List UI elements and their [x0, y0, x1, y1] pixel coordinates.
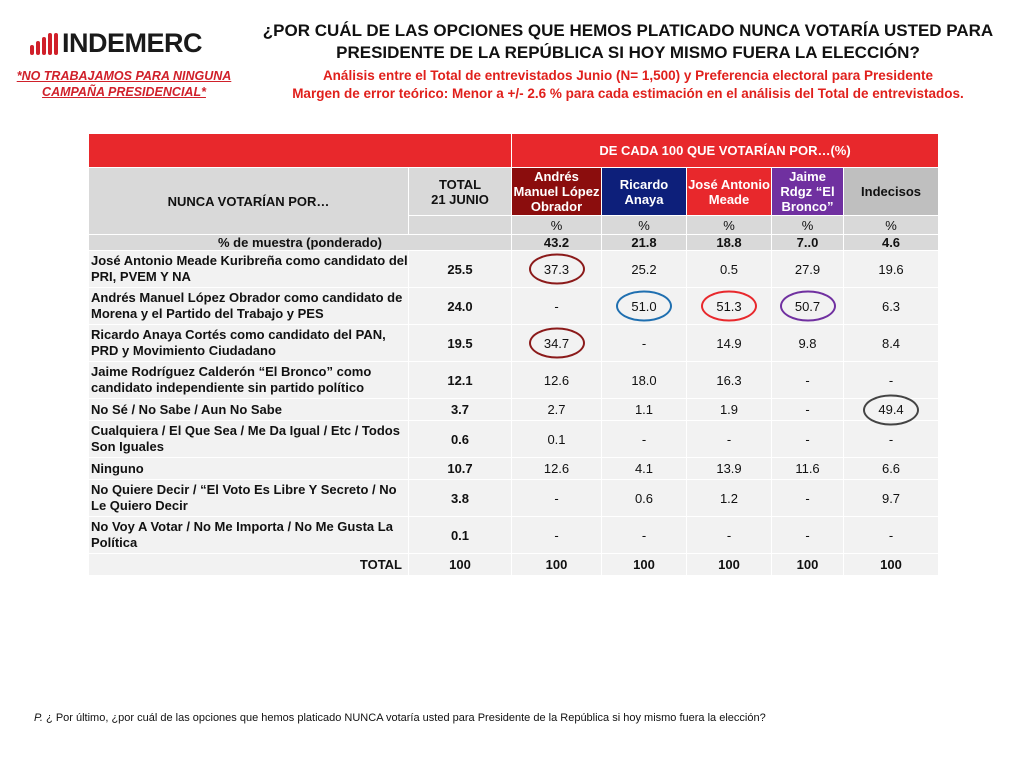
cell-value — [512, 288, 602, 325]
candidate-header — [772, 168, 844, 216]
value-text: - — [641, 335, 647, 351]
cell-value — [772, 325, 844, 362]
row-total: 100 — [409, 554, 512, 576]
table-row — [89, 480, 939, 517]
header-spacer — [89, 134, 512, 168]
row-header: NUNCA VOTARÍAN POR… — [89, 168, 409, 235]
cell-value — [844, 517, 939, 554]
cell-value — [602, 480, 687, 517]
value-text: - — [805, 527, 810, 543]
sample-value: 7..0 — [772, 235, 844, 251]
value-text: 1.2 — [719, 490, 739, 506]
sample-value: 21.8 — [602, 235, 687, 251]
table-row — [89, 517, 939, 554]
cell-value — [844, 421, 939, 458]
value-text: 13.9 — [716, 461, 742, 476]
cell-value — [844, 554, 939, 576]
value-text: - — [554, 527, 559, 543]
cell-value — [772, 517, 844, 554]
cell-value — [772, 554, 844, 576]
value-text: 2.7 — [547, 402, 566, 417]
cell-value — [844, 399, 939, 421]
value-text: 8.4 — [881, 335, 901, 351]
row-total: 3.8 — [409, 480, 512, 517]
footer-prefix: P. — [34, 712, 43, 724]
value-text: 100 — [545, 557, 568, 572]
candidate-name: Andrés Manuel López Obrador — [513, 169, 600, 214]
value-text: 14.9 — [716, 335, 742, 351]
pct-spacer — [409, 216, 512, 235]
cell-value — [512, 399, 602, 421]
value-text: 9.7 — [881, 490, 901, 506]
value-text: 100 — [633, 557, 655, 572]
cell-value — [687, 421, 772, 458]
value-text: 49.4 — [878, 402, 904, 417]
total-header-line-1: TOTAL — [438, 176, 482, 192]
value-text: 12.6 — [543, 461, 570, 476]
total-header-line-2: 21 JUNIO — [431, 191, 489, 207]
cell-value — [602, 325, 687, 362]
cell-value — [772, 458, 844, 480]
table-row — [89, 399, 939, 421]
cell-value — [844, 480, 939, 517]
value-text: - — [554, 490, 559, 506]
sample-value: 4.6 — [844, 235, 939, 251]
cell-value — [512, 251, 602, 288]
disclaimer-line-1: *NO TRABAJAMOS PARA NINGUNA — [16, 69, 232, 83]
value-text: - — [726, 431, 732, 447]
cell-value — [512, 554, 602, 576]
cell-value — [512, 362, 602, 399]
disclaimer-line-2: CAMPAÑA PRESIDENCIAL* — [42, 85, 206, 99]
footer-question — [34, 712, 766, 724]
row-total: 0.1 — [409, 517, 512, 554]
value-text: - — [641, 431, 647, 447]
title-line-1: ¿POR CUÁL DE LAS OPCIONES QUE HEMOS PLATICADO NUNCA VOTARÍA USTED PARA — [262, 21, 994, 40]
cell-value — [602, 288, 687, 325]
row-label: No Voy A Votar / No Me Importa / No Me Gusta La Política — [89, 517, 409, 554]
group-header: DE CADA 100 QUE VOTARÍAN POR…(%) — [512, 134, 939, 168]
group-header-row — [89, 134, 939, 168]
logo-text: INDEMERC — [62, 28, 203, 58]
row-label: José Antonio Meade Kuribreña como candidato del PRI, PVEM Y NA — [89, 251, 409, 288]
row-total: 25.5 — [409, 251, 512, 288]
value-text: 16.3 — [716, 372, 742, 388]
value-text: 51.0 — [631, 298, 657, 314]
value-text: 6.3 — [881, 298, 901, 314]
cell-value — [772, 421, 844, 458]
table-row — [89, 362, 939, 399]
candidate-name: Indecisos — [861, 184, 921, 199]
subtitle-line-1: Análisis entre el Total de entrevistados Junio (N= 1,500) y Preferencia electoral para Presidente — [322, 68, 934, 83]
table-row — [89, 325, 939, 362]
value-text: 37.3 — [543, 261, 570, 277]
highlight-circle — [780, 291, 836, 322]
results-table — [88, 133, 939, 576]
cell-value — [512, 325, 602, 362]
cell-value — [687, 480, 772, 517]
cell-value — [844, 325, 939, 362]
sample-value: 18.8 — [687, 235, 772, 251]
highlight-circle — [616, 291, 672, 322]
candidate-name: Ricardo Anaya — [619, 176, 669, 207]
cell-value — [844, 251, 939, 288]
value-text: 0.1 — [547, 431, 566, 447]
row-label: No Quiere Decir / “El Voto Es Libre Y Secreto / No Le Quiero Decir — [89, 480, 409, 517]
highlight-circle — [529, 254, 585, 285]
cell-value — [687, 554, 772, 576]
cell-value — [602, 458, 687, 480]
cell-value — [772, 288, 844, 325]
row-label: Cualquiera / El Que Sea / Me Da Igual / Etc / Todos Son Iguales — [89, 421, 409, 458]
value-text: 4.1 — [634, 461, 654, 476]
value-text: - — [805, 372, 810, 388]
row-total: 19.5 — [409, 325, 512, 362]
cell-value — [512, 480, 602, 517]
logo-bars-icon — [30, 33, 58, 55]
cell-value — [602, 251, 687, 288]
value-text: - — [805, 402, 810, 417]
highlight-circle — [701, 291, 757, 322]
row-label: Ricardo Anaya Cortés como candidato del PAN, PRD y Movimiento Ciudadano — [89, 325, 409, 362]
value-text: - — [726, 527, 732, 543]
value-text: 12.6 — [543, 372, 570, 388]
value-text: - — [805, 431, 810, 447]
cell-value — [844, 362, 939, 399]
value-text: - — [888, 372, 894, 388]
disclaimer — [6, 68, 242, 100]
candidate-header — [844, 168, 939, 216]
value-text: 6.6 — [881, 461, 901, 476]
row-label: No Sé / No Sabe / Aun No Sabe — [89, 399, 409, 421]
candidate-header — [512, 168, 602, 216]
value-text: 100 — [796, 557, 819, 572]
row-total: 0.6 — [409, 421, 512, 458]
value-text: 0.5 — [719, 261, 739, 277]
candidate-name: Jaime Rdgz “El Bronco” — [780, 169, 835, 214]
row-label: Jaime Rodríguez Calderón “El Bronco” como candidato independiente sin partido político — [89, 362, 409, 399]
cell-value — [602, 362, 687, 399]
value-text: 9.8 — [798, 335, 817, 351]
indemerc-logo — [30, 28, 202, 59]
value-text: 51.3 — [716, 298, 742, 314]
table-row — [89, 554, 939, 576]
cell-value — [772, 362, 844, 399]
value-text: 11.6 — [795, 461, 820, 476]
value-text: 25.2 — [631, 261, 657, 277]
value-text: - — [888, 527, 894, 543]
cell-value — [687, 399, 772, 421]
title-line-2: PRESIDENTE DE LA REPÚBLICA SI HOY MISMO FUERA LA ELECCIÓN? — [336, 43, 920, 62]
row-label: Andrés Manuel López Obrador como candidato de Morena y el Partido del Trabajo y PES — [89, 288, 409, 325]
pct-symbol: % — [844, 216, 939, 235]
table-row — [89, 251, 939, 288]
row-total: 10.7 — [409, 458, 512, 480]
row-label: TOTAL — [89, 554, 409, 576]
candidate-name: José Antonio Meade — [688, 176, 770, 207]
value-text: 27.9 — [794, 261, 821, 277]
cell-value — [602, 399, 687, 421]
page-title — [248, 20, 1008, 64]
cell-value — [687, 251, 772, 288]
value-text: - — [888, 431, 894, 447]
candidate-header — [687, 168, 772, 216]
cell-value — [844, 288, 939, 325]
value-text: 100 — [880, 557, 902, 572]
cell-value — [687, 458, 772, 480]
cell-value — [772, 480, 844, 517]
column-header-row — [89, 168, 939, 216]
pct-symbol: % — [687, 216, 772, 235]
cell-value — [602, 554, 687, 576]
cell-value — [602, 517, 687, 554]
highlight-circle — [529, 328, 585, 359]
sample-row — [89, 235, 939, 251]
pct-symbol: % — [772, 216, 844, 235]
sample-label: % de muestra (ponderado) — [89, 235, 512, 251]
table-row — [89, 458, 939, 480]
cell-value — [512, 517, 602, 554]
pct-symbol: % — [602, 216, 687, 235]
cell-value — [512, 458, 602, 480]
cell-value — [687, 517, 772, 554]
pct-symbol: % — [512, 216, 602, 235]
cell-value — [772, 399, 844, 421]
row-total: 24.0 — [409, 288, 512, 325]
value-text: 50.7 — [794, 298, 821, 314]
value-text: 18.0 — [631, 372, 657, 388]
subtitle-line-2: Margen de error teórico: Menor a +/- 2.6 % para cada estimación en el análisis del Total de entrevistados. — [292, 86, 964, 101]
row-total: 12.1 — [409, 362, 512, 399]
value-text: 100 — [718, 557, 740, 572]
total-header — [409, 168, 512, 216]
value-text: - — [805, 490, 810, 506]
sample-value: 43.2 — [512, 235, 602, 251]
value-text: 1.9 — [719, 402, 739, 417]
value-text: - — [641, 527, 647, 543]
footer-text: ¿ Por último, ¿por cuál de las opciones que hemos platicado NUNCA votaría usted para Presidente de la República si hoy mismo fuera la elección? — [42, 712, 766, 724]
value-text: 34.7 — [543, 335, 570, 351]
cell-value — [687, 288, 772, 325]
value-text: 19.6 — [878, 261, 904, 277]
cell-value — [602, 421, 687, 458]
highlight-circle — [863, 394, 919, 425]
row-total: 3.7 — [409, 399, 512, 421]
value-text: 0.6 — [634, 490, 654, 506]
cell-value — [772, 251, 844, 288]
candidate-header — [602, 168, 687, 216]
table-row — [89, 288, 939, 325]
cell-value — [687, 362, 772, 399]
cell-value — [512, 421, 602, 458]
subtitle — [248, 67, 1008, 103]
cell-value — [687, 325, 772, 362]
row-label: Ninguno — [89, 458, 409, 480]
value-text: 1.1 — [634, 402, 654, 417]
cell-value — [844, 458, 939, 480]
table-row — [89, 421, 939, 458]
value-text: - — [554, 298, 559, 314]
